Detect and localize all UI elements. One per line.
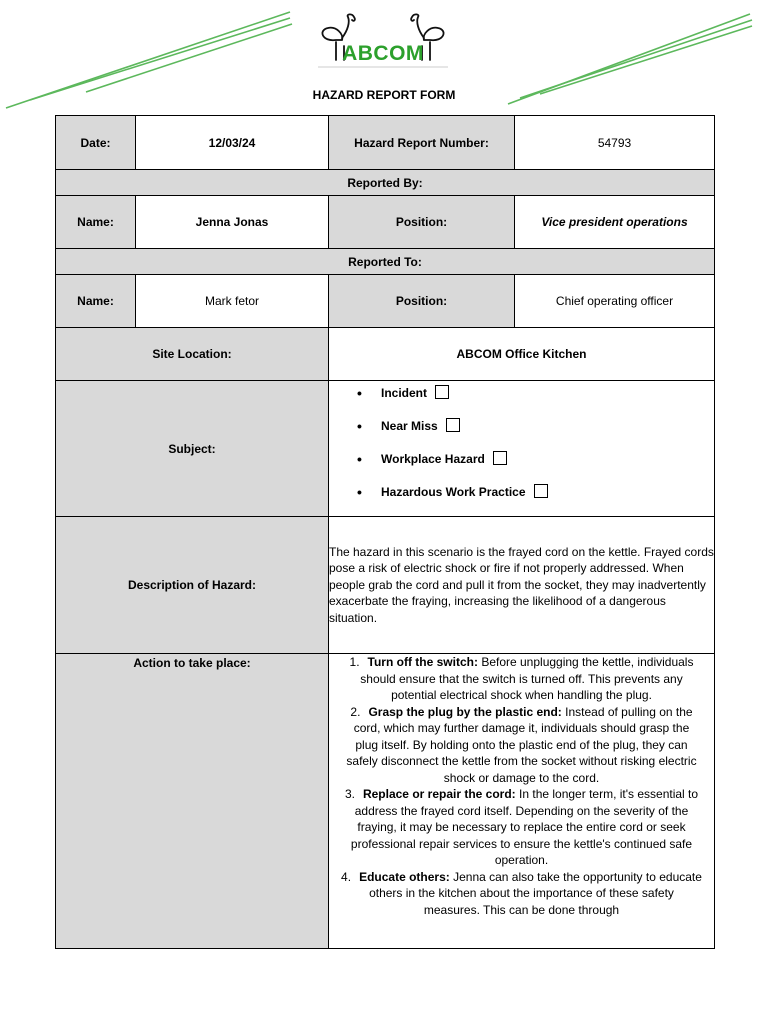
company-logo [314,12,452,70]
page-title: HAZARD REPORT FORM [312,88,456,102]
workplace-hazard-checkbox[interactable] [493,451,507,465]
subject-option-label: Hazardous Work Practice [381,485,526,499]
action-text: Jenna can also take the opportunity to educate others in the kitchen about the importance of these safety measures. This can be done through [369,869,702,917]
subject-options [329,381,715,517]
subject-option-label: Incident [381,386,428,400]
action-title: Replace or repair the cord: [362,787,516,801]
subject-option-incident: • Incident [357,384,714,417]
action-text: Before unplugging the kettle, individuals should ensure that the switch is turned off. This prevents any potential electrical shock when handling the plug. [360,655,694,702]
action-label: Action to take place: [56,654,329,949]
date-label: Date: [56,116,136,170]
reported-to-name-value: Mark fetor [136,275,329,328]
reported-by-header: Reported By: [56,170,715,196]
date-value: 12/03/24 [136,116,329,170]
report-number-label: Hazard Report Number: [329,116,515,170]
reported-to-name-label: Name: [56,275,136,328]
action-item [341,704,702,787]
hazard-report-table [55,115,715,949]
action-title: Grasp the plug by the plastic end: [368,704,562,719]
hazardous-work-practice-checkbox[interactable] [534,484,548,498]
description-label: Description of Hazard: [56,517,329,654]
reported-to-header: Reported To: [56,249,715,275]
subject-option-near-miss: • Near Miss [357,417,714,450]
reported-to-position-label: Position: [329,275,515,328]
action-title: Educate others: [359,869,450,884]
reported-by-position-label: Position: [329,196,515,249]
reported-by-name-label: Name: [56,196,136,249]
action-number: 2. [350,704,361,719]
action-text: In the longer term, it's essential to address the frayed cord itself. Depending on the severity of the fraying, it may be necessary to replace the entire cord or seek professional repair services to ensure the kettle's continued safe operation. [350,787,699,867]
action-list [329,654,714,918]
action-text: Instead of pulling on the cord, which may further damage it, individuals should grasp the plug itself. By holding onto the plastic end of the plug, they can safely disconnect the kettle from the socket without risking electric shock or damage to the cord. [346,704,697,785]
site-location-value: ABCOM Office Kitchen [329,328,715,381]
action-list-cell [329,654,715,949]
subject-option-hazardous-work-practice: • Hazardous Work Practice [357,483,714,516]
action-number: 3. [344,787,355,801]
action-number: 1. [349,655,360,669]
subject-option-workplace-hazard: • Workplace Hazard [357,450,714,483]
action-item [341,786,702,869]
incident-checkbox[interactable] [435,385,449,399]
action-number: 4. [341,869,352,884]
action-item [341,654,702,704]
subject-option-label: Near Miss [381,419,438,433]
action-item [341,869,702,919]
action-title: Turn off the switch: [367,655,478,669]
reported-by-name-value: Jenna Jonas [136,196,329,249]
site-location-label: Site Location: [56,328,329,381]
logo-text: ABCOM [342,42,424,65]
reported-by-position-value: Vice president operations [515,196,715,249]
subject-option-label: Workplace Hazard [381,452,485,466]
description-value: The hazard in this scenario is the frayed cord on the kettle. Frayed cords pose a risk of electric shock or fire if not properly addressed. When people grab the cord and pull it from the socket, they may inadvertently exacerbate the fraying, increasing the likelihood of a dangerous situation. [329,517,715,654]
reported-to-position-value: Chief operating officer [515,275,715,328]
near-miss-checkbox[interactable] [446,418,460,432]
subject-label: Subject: [56,381,329,517]
report-number-value: 54793 [515,116,715,170]
